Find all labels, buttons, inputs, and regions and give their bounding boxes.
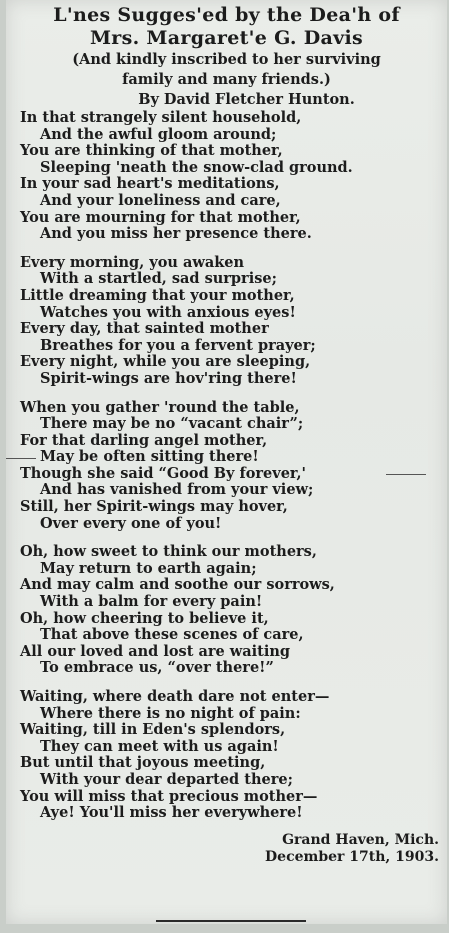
poem-line: You will miss that precious mother—	[20, 787, 318, 805]
poem-title-line-2: Mrs. Margaret'e G. Davis	[89, 27, 364, 49]
stanza	[20, 400, 447, 533]
poem-line: Over every one of you!	[40, 514, 222, 532]
poem-line: Oh, how sweet to think our mothers,	[20, 543, 317, 561]
poem-line: With a balm for every pain!	[40, 593, 263, 611]
poem-body	[20, 110, 447, 822]
stanza	[20, 255, 447, 388]
author-byline: By David Fletcher Hunton.	[138, 91, 355, 108]
poem-line: They can meet with us again!	[40, 737, 279, 755]
signature-place: Grand Haven, Mich.	[282, 831, 439, 848]
poem-line: For that darling angel mother,	[20, 431, 268, 449]
poem-line: Every day, that sainted mother	[20, 320, 269, 338]
poem-line: Every night, while you are sleeping,	[20, 353, 311, 371]
poem-line: All our loved and lost are waiting	[20, 642, 291, 660]
poem-line: And has vanished from your view;	[40, 481, 314, 499]
poem-line: Still, her Spirit-wings may hover,	[20, 498, 288, 516]
stanza	[20, 689, 447, 822]
poem-line: And you miss her presence there.	[40, 225, 312, 243]
inscription-line-2: family and many friends.)	[122, 71, 331, 88]
print-smudge	[6, 458, 36, 459]
poem-line: Waiting, where death dare not enter—	[20, 688, 330, 705]
poem-line: Spirit-wings are hov'ring there!	[40, 369, 297, 387]
poem-line: Aye! You'll miss her everywhere!	[40, 804, 303, 822]
poem-line: Breathes for you a fervent prayer;	[40, 336, 316, 354]
poem-line: But until that joyous meeting,	[20, 754, 266, 772]
newspaper-clipping	[6, 0, 447, 924]
inscription-line-1: (And kindly inscribed to her surviving	[72, 51, 381, 68]
poem-line: May be often sitting there!	[40, 448, 259, 466]
poem-line: You are mourning for that mother,	[20, 208, 301, 226]
poem-line: Watches you with anxious eyes!	[40, 303, 296, 321]
poem-line: There may be no “vacant chair”;	[40, 415, 304, 433]
poem-title-line-1: L'nes Sugges'ed by the Dea'h of	[53, 4, 400, 26]
poem-line: You are thinking of that mother,	[20, 142, 283, 160]
poem-line: With a startled, sad surprise;	[40, 270, 277, 288]
poem-line: To embrace us, “over there!”	[40, 659, 274, 677]
poem-line: And your loneliness and care,	[40, 191, 281, 209]
poem-line: In your sad heart's meditations,	[20, 175, 280, 193]
poem-line: Every morning, you awaken	[20, 253, 245, 271]
poem-line: In that strangely silent household,	[20, 109, 302, 126]
poem-line: Little dreaming that your mother,	[20, 286, 295, 304]
poem-line: And may calm and soothe our sorrows,	[20, 576, 335, 594]
poem-line: May return to earth again;	[40, 559, 257, 577]
poem-line: That above these scenes of care,	[40, 626, 304, 644]
poem-line: When you gather 'round the table,	[20, 398, 300, 416]
poem-line: Oh, how cheering to believe it,	[20, 609, 269, 627]
poem-line: And the awful gloom around;	[40, 125, 277, 143]
signature-date: December 17th, 1903.	[265, 848, 439, 865]
poem-line: Though she said “Good By forever,'	[20, 464, 306, 482]
stanza	[20, 110, 447, 243]
column-end-rule	[156, 920, 306, 922]
poem-line: Where there is no night of pain:	[40, 704, 301, 722]
stanza	[20, 544, 447, 677]
poem-line: Sleeping 'neath the snow-clad ground.	[40, 158, 353, 176]
print-smudge	[386, 474, 426, 475]
poem-line: Waiting, till in Eden's splendors,	[20, 721, 286, 739]
poem-line: With your dear departed there;	[40, 770, 293, 788]
